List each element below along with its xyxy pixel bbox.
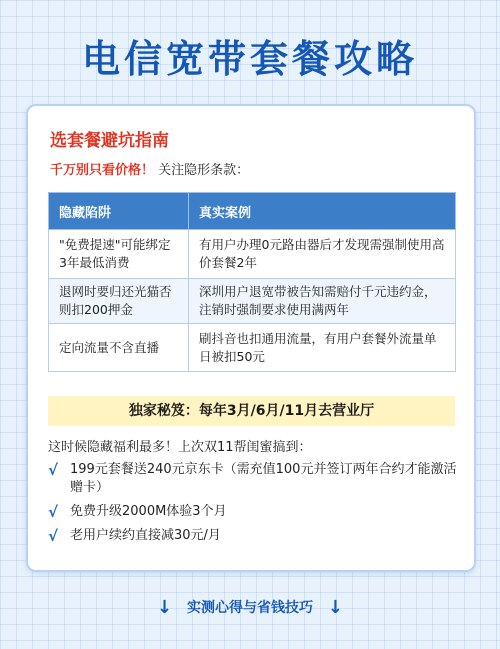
table-row — [49, 279, 456, 324]
benefits-list — [48, 461, 458, 551]
table-row — [49, 324, 456, 372]
header-real-case: 真实案例 — [189, 193, 456, 230]
footer-label: 实测心得与省钱技巧 — [187, 600, 313, 616]
check-icon: √ — [48, 461, 59, 479]
case-cell: 刷抖音也扣通用流量，有用户套餐外流量单日被扣50元 — [189, 324, 456, 372]
arrow-down-icon: ↓ — [157, 597, 173, 618]
check-icon: √ — [48, 527, 59, 545]
table-header-row — [49, 193, 456, 230]
trap-cell: 退网时要归还光猫否则扣200押金 — [49, 279, 189, 324]
table-row — [49, 230, 456, 279]
header-hidden-trap: 隐藏陷阱 — [49, 193, 189, 230]
warning-text: 千万别只看价格！ — [50, 163, 155, 178]
case-cell: 深圳用户退宽带被告知需赔付千元违约金，注销时强制要求使用满两年 — [189, 279, 456, 324]
arrow-down-icon: ↓ — [327, 597, 343, 618]
traps-table — [48, 192, 456, 372]
list-item — [48, 461, 458, 497]
check-icon: √ — [48, 503, 59, 521]
footer-link[interactable] — [0, 597, 500, 618]
trap-cell: 定向流量不含直播 — [49, 324, 189, 372]
benefit-text: 免费升级2000M体验3个月 — [70, 504, 227, 519]
note-line — [50, 159, 249, 178]
section-title: 选套餐避坑指南 — [50, 131, 169, 151]
note-text: 关注隐形条款： — [158, 163, 250, 178]
intro-text: 这时候隐藏福利最多！上次双11帮闺蜜搞到： — [48, 440, 312, 455]
benefit-text: 199元套餐送240元京东卡（需充值100元并签订两年合约才能激活赠卡） — [70, 462, 457, 495]
list-item — [48, 503, 458, 521]
case-cell: 有用户办理0元路由器后才发现需强制使用高价套餐2年 — [189, 230, 456, 279]
guide-card — [26, 104, 476, 572]
tip-banner: 独家秘笈：每年3月/6月/11月去营业厅 — [48, 396, 455, 426]
list-item — [48, 527, 458, 545]
trap-cell: "免费提速"可能绑定3年最低消费 — [49, 230, 189, 279]
benefit-text: 老用户续约直接减30元/月 — [70, 528, 221, 543]
page-title: 电信宽带套餐攻略 — [81, 37, 418, 81]
